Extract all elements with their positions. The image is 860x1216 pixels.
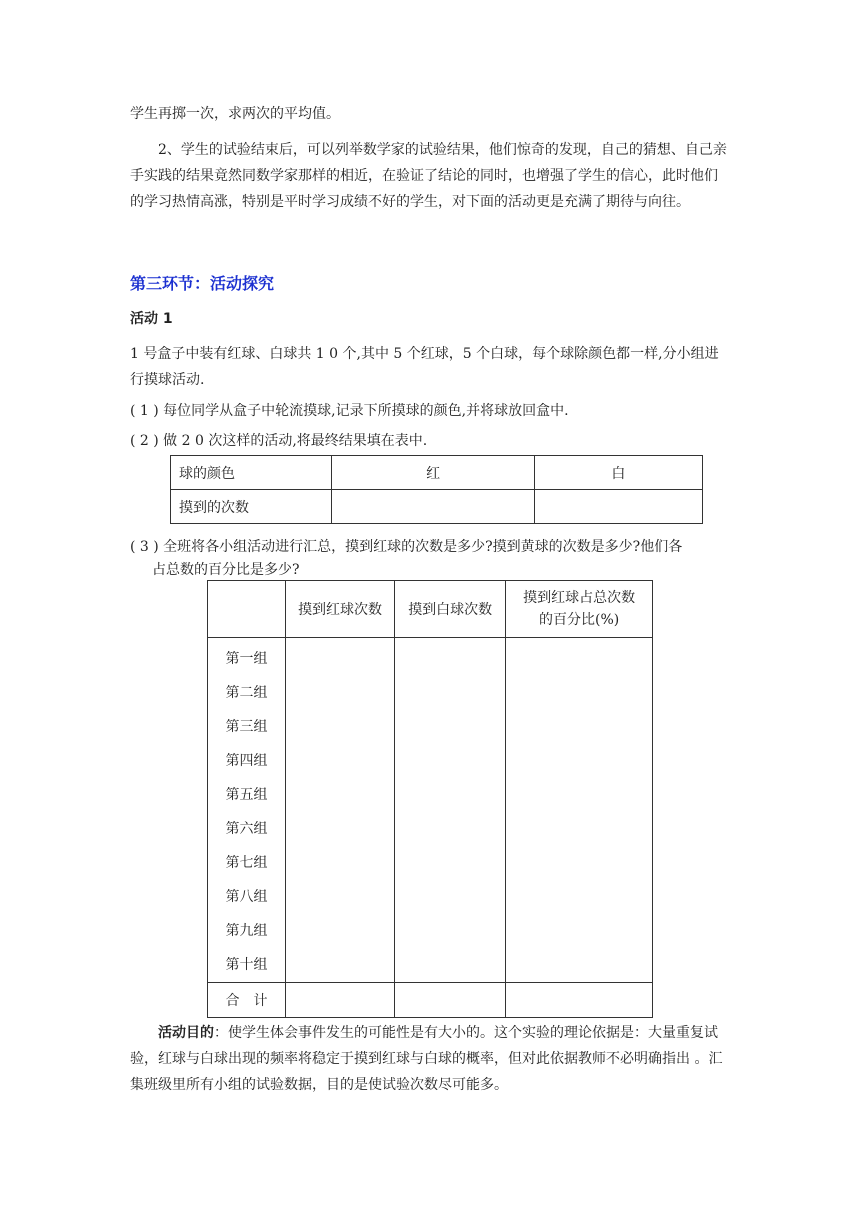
- activity-title: 活动 1: [130, 311, 173, 327]
- table-cell-empty: [506, 638, 653, 983]
- table-cell-label: 摸到的次数: [171, 490, 332, 524]
- group-label: 第六组: [225, 821, 268, 837]
- table-cell-empty: [534, 490, 702, 524]
- group-label: 第十组: [225, 957, 268, 973]
- table-cell-empty: [332, 490, 534, 524]
- class-summary-table: [207, 580, 653, 1018]
- table-cell-red: 红: [332, 456, 534, 490]
- group-label: 第二组: [225, 685, 268, 701]
- group-label: 第八组: [225, 889, 268, 905]
- activity-description: 1 号盒子中装有红球、白球共 1 0 个,其中 5 个红球，5 个白球，每个球除颜色都一样,分小组进行摸球活动.: [130, 346, 719, 388]
- table-header-cell: 摸到白球次数: [395, 581, 506, 638]
- table-total-row: [208, 983, 653, 1018]
- table-row: [208, 638, 653, 983]
- table-header-row: [208, 581, 653, 638]
- step-3-line-1: ( 3 ) 全班将各小组活动进行汇总，摸到红球的次数是多少?摸到黄球的次数是多少?他们各: [130, 539, 683, 555]
- group-label: 第三组: [225, 719, 268, 735]
- group-label: 第五组: [225, 787, 268, 803]
- step-3-line-2: 占总数的百分比是多少?: [152, 562, 300, 578]
- group-list-cell: [208, 638, 286, 983]
- step-2: ( 2 ) 做 2 0 次这样的活动,将最终结果填在表中.: [130, 433, 428, 449]
- purpose-label: 活动目的: [158, 1025, 214, 1041]
- table-cell-empty: [506, 983, 653, 1018]
- ball-color-table: [170, 455, 703, 524]
- table-header-cell: 摸到红球次数: [285, 581, 394, 638]
- group-label: 第四组: [225, 753, 268, 769]
- group-label: 第一组: [225, 651, 268, 667]
- table-cell-label: 球的颜色: [171, 456, 332, 490]
- section-heading: 第三环节：活动探究: [130, 274, 275, 293]
- paragraph-2: 2、学生的试验结束后，可以列举数学家的试验结果，他们惊奇的发现，自己的猜想、自己亲手实践的结果竟然同数学家那样的相近，在验证了结论的同时，也增强了学生的信心，此时他们的学习热情高涨，特别是平时学习成绩不好的学生，对下面的活动更是充满了期待与向往。: [130, 142, 727, 210]
- activity-purpose: [130, 1020, 730, 1098]
- table-header-cell: [208, 581, 286, 638]
- purpose-text: ：使学生体会事件发生的可能性是有大小的。这个实验的理论依据是：大量重复试验，红球与白球出现的频率将稳定于摸到红球与白球的概率，但对此依据教师不必明确指出 。汇集班级里所有小组的试验数据，目的是使试验次数尽可能多。: [130, 1025, 723, 1093]
- table-cell-empty: [285, 638, 394, 983]
- table-cell-white: 白: [534, 456, 702, 490]
- total-label-cell: 合 计: [208, 983, 286, 1018]
- group-label: 第七组: [225, 855, 268, 871]
- table-row: [171, 490, 703, 524]
- group-label: 第九组: [225, 923, 268, 939]
- table-row: [171, 456, 703, 490]
- table-cell-empty: [395, 638, 506, 983]
- table-cell-empty: [395, 983, 506, 1018]
- table-cell-empty: [285, 983, 394, 1018]
- step-1: ( 1 ) 每位同学从盒子中轮流摸球,记录下所摸球的颜色,并将球放回盒中.: [130, 403, 569, 419]
- table-header-cell: 摸到红球占总次数的百分比(%): [506, 581, 653, 638]
- paragraph-intro-tail: 学生再掷一次，求两次的平均值。: [130, 106, 340, 122]
